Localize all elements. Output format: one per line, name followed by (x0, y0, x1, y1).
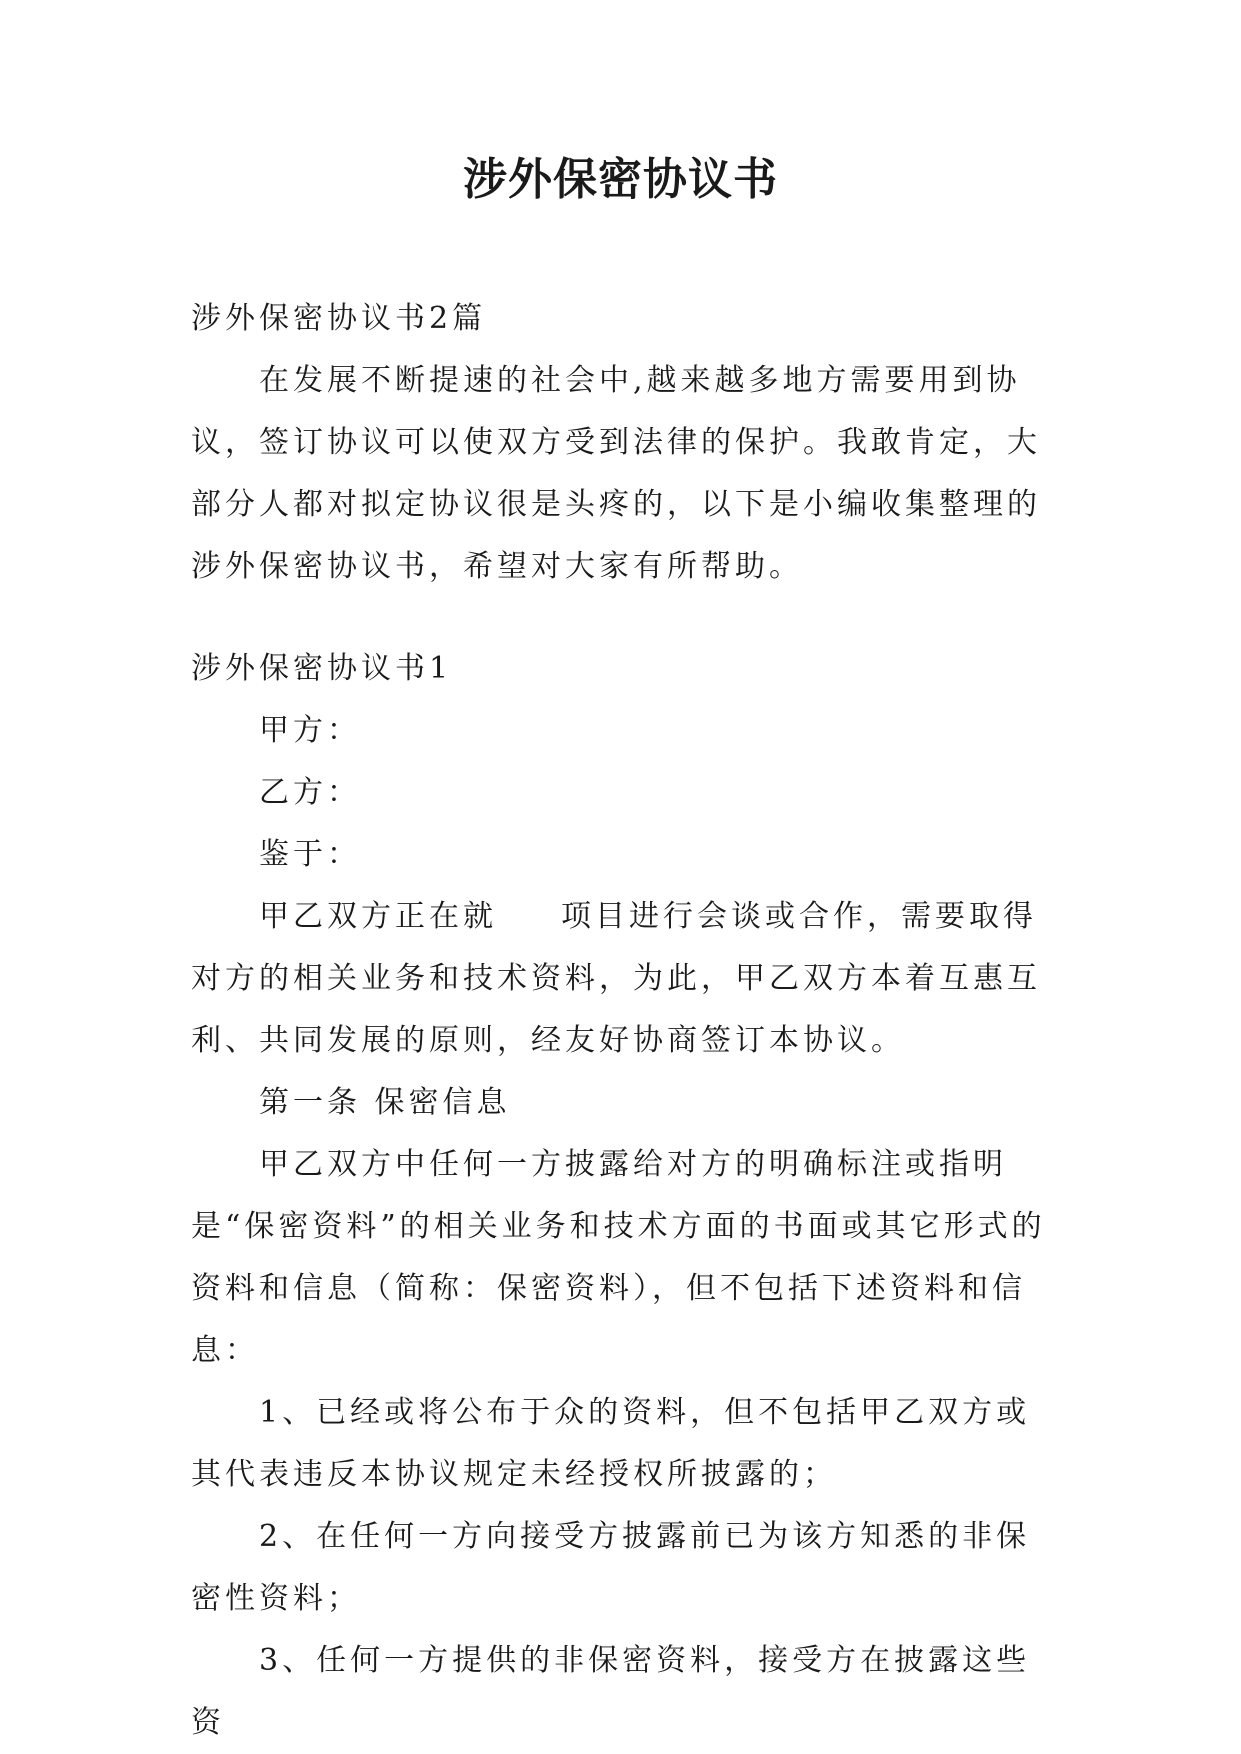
paragraph-gap (191, 598, 1061, 638)
party-b-label: 乙方： (259, 775, 361, 810)
recital-part2: 项目进行会谈或合作，需要取得对方的相关业务和技术资料，为此，甲乙双方本着互惠互利、共同发展的原则，经友好协商签订本协议。 (191, 899, 1041, 1058)
intro-paragraph: 在发展不断提速的社会中,越来越多地方需要用到协议，签订协议可以使双方受到法律的保护。我敢肯定，大部分人都对拟定协议很是头疼的，以下是小编收集整理的涉外保密协议书，希望对大家有所帮助。 (191, 363, 1041, 584)
article1-heading: 第一条 保密信息 (259, 1085, 511, 1120)
whereas-label: 鉴于： (259, 837, 361, 872)
recital-paragraph (191, 886, 1061, 1072)
document-title: 涉外保密协议书 (463, 154, 778, 205)
recital-part1: 甲乙双方正在就 (259, 899, 497, 934)
article1-item-3: 3、任何一方提供的非保密资料，接受方在披露这些资 (191, 1643, 1031, 1740)
article1-text: 甲乙双方中任何一方披露给对方的明确标注或指明是“保密资料”的相关业务和技术方面的书面或其它形式的资料和信息（简称：保密资料），但不包括下述资料和信息： (191, 1147, 1046, 1368)
party-a-label: 甲方： (259, 713, 361, 748)
document-subtitle: 涉外保密协议书2篇 (191, 301, 487, 336)
document-body (191, 288, 1061, 1754)
article1-item-1: 1、已经或将公布于众的资料，但不包括甲乙双方或其代表违反本协议规定未经授权所披露的； (191, 1395, 1031, 1492)
article1-item-2: 2、在任何一方向接受方披露前已为该方知悉的非保密性资料； (191, 1519, 1031, 1616)
section1-heading: 涉外保密协议书1 (191, 651, 453, 686)
